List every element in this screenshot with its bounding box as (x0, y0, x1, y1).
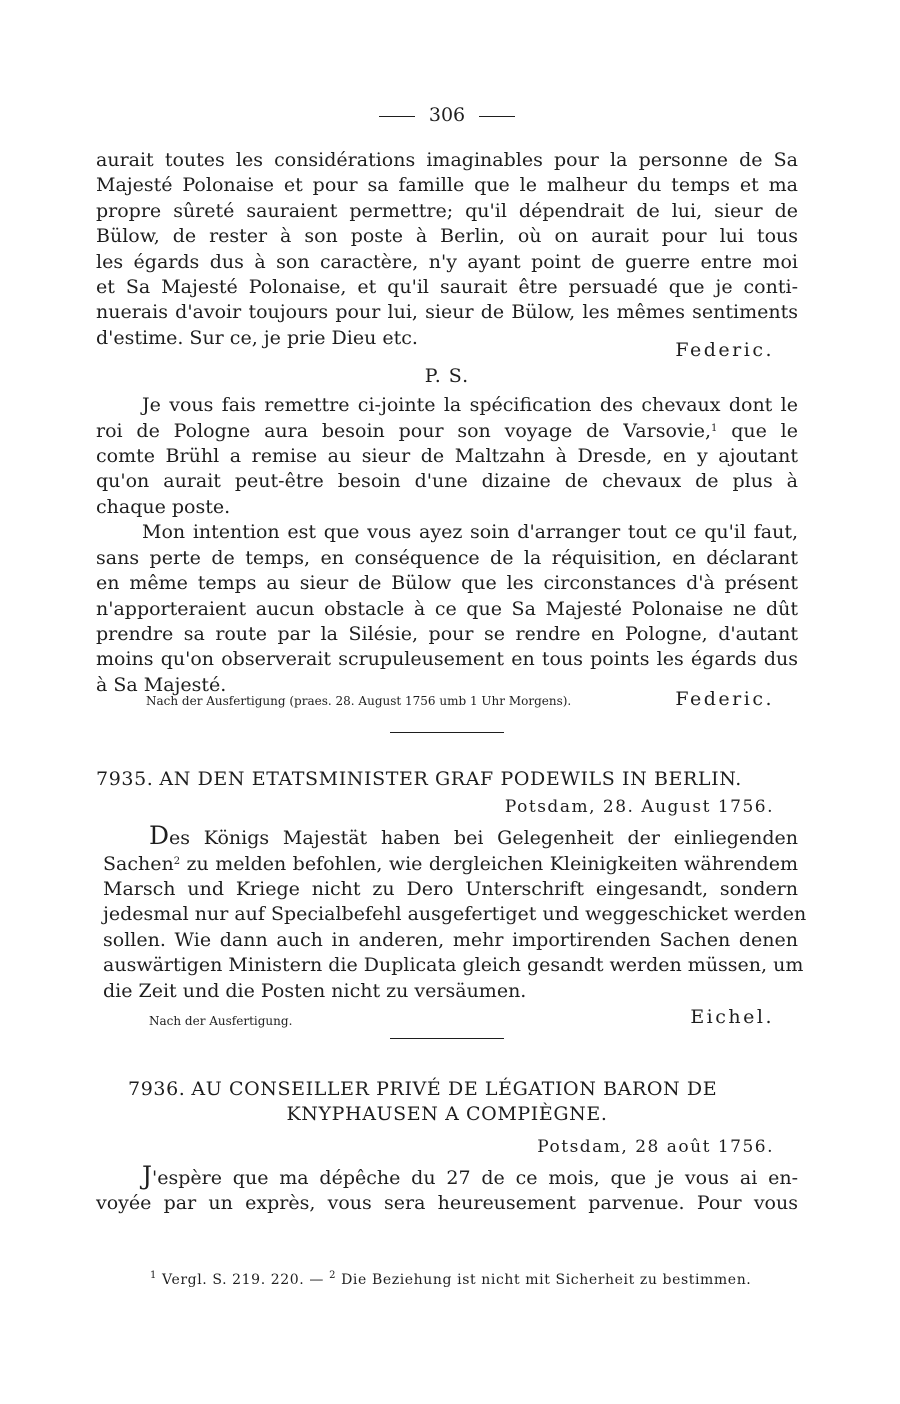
signature-federic: Federic. (675, 339, 774, 362)
footnote-text: Die Beziehung ist nicht mit Sicherheit zu bestimmen. (341, 1272, 752, 1288)
footnote-mark: 1 (150, 1270, 157, 1281)
text-line: comte Brühl a remise au sieur de Maltzahn à Dresde, en y ajoutant (96, 445, 798, 468)
dateline: Potsdam, 28. August 1756. (504, 797, 774, 818)
text-line: Je vous fais remettre ci-jointe la spécification des chevaux dont le (142, 394, 798, 417)
dateline: Potsdam, 28 août 1756. (537, 1136, 774, 1157)
text-line: à Sa Majesté. (96, 673, 227, 696)
text-line: voyée par un exprès, vous sera heureusement parvenue. Pour vous (96, 1192, 798, 1215)
source-note: Nach der Ausfertigung. (149, 1013, 293, 1028)
letter-7936-body (96, 1160, 798, 1217)
text-line: auswärtigen Ministern die Duplicata gleich gesandt werden müssen, um (103, 954, 804, 977)
text-line: aurait toutes les considérations imaginables pour la personne de Sa (96, 149, 798, 171)
letter-heading-7935 (96, 767, 798, 792)
text-line: nuerais d'avoir toujours pour lui, sieur de Bülow, les mêmes sentiments (96, 301, 798, 324)
letter-7935-body (103, 821, 807, 1028)
text-line: sans perte de temps, en conséquence de la réquisition, en déclarant (96, 546, 798, 569)
closing-line (103, 1006, 798, 1028)
text-line-with-footnote: roi de Pologne aura besoin pour son voyage de Varsovie,$^1$ que le (96, 419, 798, 442)
text-line: moins qu'on observerait scrupuleusement en tous points les égards dus (96, 648, 798, 671)
footnote-text: Vergl. S. 219. 220. — (162, 1272, 325, 1288)
letter-7934-tail (96, 148, 798, 362)
text-line: chaque poste. (96, 495, 231, 518)
text-line: les égards dus à son caractère, n'y ayant point de guerre entre moi (96, 250, 798, 273)
text-line: en même temps au sieur de Bülow que les circonstances d'à présent (96, 572, 798, 595)
page-header (96, 104, 798, 126)
footnote-mark: 2 (173, 855, 181, 867)
text-line: Majesté Polonaise et pour sa famille que le malheur du temps et ma (96, 174, 798, 197)
text-line: Mon intention est que vous ayez soin d'arranger tout ce qu'il faut, (142, 521, 798, 544)
letter-number: 7936. (128, 1077, 186, 1100)
text-line: J'espère que ma dépêche du 27 de ce mois, que je vous ai en- (142, 1160, 798, 1190)
letter-heading-7936-cont: KNYPHAUSEN A COMPIÈGNE. (286, 1102, 608, 1125)
text-line: n'apporteraient aucun obstacle à ce que Sa Majesté Polonaise ne dût (96, 597, 798, 620)
letter-addressee: AN DEN ETATSMINISTER GRAF PODEWILS IN BERLIN. (159, 768, 742, 791)
letter-number: 7935. (96, 768, 154, 791)
initial-letter: D (149, 821, 170, 851)
signature-federic: Federic. (675, 688, 774, 711)
postscript-body (96, 393, 798, 711)
footnotes (150, 1272, 751, 1288)
header-dash-left (379, 116, 415, 117)
text-line: Bülow, de rester à son poste à Berlin, où on aurait pour lui tous (96, 225, 798, 248)
text-line: jedesmal nur auf Specialbefehl ausgefertiget und weggeschicket werden (103, 903, 807, 926)
footnote-mark: 1 (710, 422, 718, 434)
text-line: d'estime. Sur ce, je prie Dieu etc. (96, 326, 418, 349)
text-line: propre sûreté sauraient permettre; qu'il dépendrait de lui, sieur de (96, 199, 798, 222)
initial-letter: J (142, 1160, 153, 1190)
letter-heading-7936 (128, 1077, 798, 1102)
section-divider (390, 1038, 504, 1039)
text-line: qu'on aurait peut-être besoin d'une dizaine de chevaux de plus à (96, 470, 798, 493)
text-line: prendre sa route par la Silésie, pour se rendre en Pologne, d'autant (96, 622, 798, 645)
text-line: Marsch und Kriege nicht zu Dero Unterschrift eingesandt, sondern (103, 877, 798, 900)
closing-line (96, 326, 798, 362)
postscript-heading: P. S. (424, 365, 470, 388)
header-dash-right (479, 116, 515, 117)
letter-addressee: AU CONSEILLER PRIVÉ DE LÉGATION BARON DE (191, 1077, 718, 1100)
text-line: die Zeit und die Posten nicht zu versäumen. (103, 979, 527, 1002)
source-note: Nach der Ausfertigung (praes. 28. August 1756 umb 1 Uhr Morgens). (146, 694, 572, 709)
text-line: Des Königs Majestät haben bei Gelegenheit der einliegenden (149, 821, 798, 851)
text-line: sollen. Wie dann auch in anderen, mehr importirenden Sachen denen (103, 928, 798, 951)
footnote-mark: 2 (329, 1270, 337, 1281)
text-line-with-footnote: Sachen$^2$ zu melden befohlen, wie dergleichen Kleinigkeiten währendem (103, 852, 798, 875)
signature-eichel: Eichel. (690, 1005, 774, 1028)
section-divider (390, 732, 504, 733)
text-line: et Sa Majesté Polonaise, et qu'il saurait être persuadé que je conti- (96, 276, 798, 299)
page-number: 306 (428, 104, 466, 126)
page-body (96, 148, 807, 1217)
